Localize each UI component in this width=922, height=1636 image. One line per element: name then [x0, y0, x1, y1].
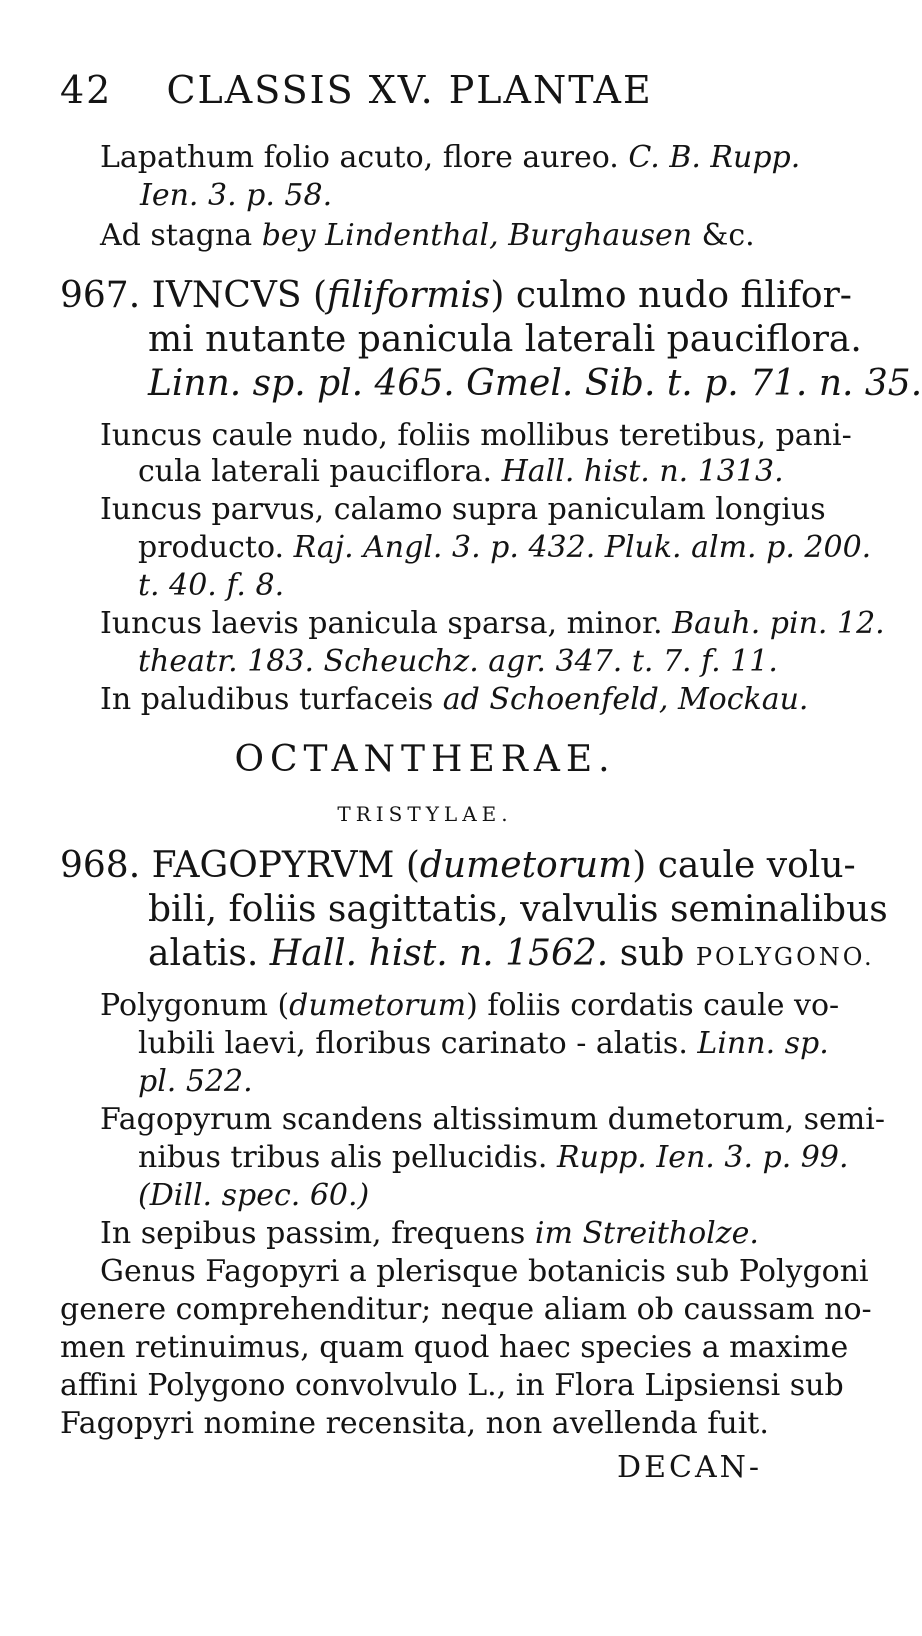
- text-line: Genus Fagopyri a plerisque botanicis sub Polygoni: [100, 1254, 869, 1289]
- text-line: Lapathum folio acuto, flore aureo. C. B. Rupp.: [100, 140, 801, 175]
- text-line: Linn. sp. pl. 465. Gmel. Sib. t. p. 71. n. 35.: [148, 363, 922, 404]
- text-line: genere comprehenditur; neque aliam ob caussam no-: [60, 1292, 872, 1327]
- text-line: Ad stagna bey Lindenthal, Burghausen &c.: [100, 218, 755, 253]
- text-line: cula laterali pauciflora. Hall. hist. n. 1313.: [138, 454, 784, 489]
- text-line: Iuncus laevis panicula sparsa, minor. Bauh. pin. 12.: [100, 606, 885, 641]
- section-subtitle: TRISTYLAE.: [337, 802, 513, 826]
- page-header: [60, 68, 653, 112]
- text-line: t. 40. f. 8.: [138, 568, 285, 603]
- text-line: theatr. 183. Scheuchz. agr. 347. t. 7. f. 11.: [138, 644, 778, 679]
- text-line: producto. Raj. Angl. 3. p. 432. Pluk. alm. p. 200.: [138, 530, 872, 565]
- text-line: Polygonum (dumetorum) foliis cordatis caule vo-: [100, 988, 840, 1023]
- text-line: affini Polygono convolvulo L., in Flora Lipsiensi sub: [60, 1368, 844, 1403]
- text-line: pl. 522.: [138, 1064, 253, 1099]
- text-line: alatis. Hall. hist. n. 1562. sub POLYGONO.: [148, 933, 875, 974]
- text-line: men retinuimus, quam quod haec species a maxime: [60, 1330, 849, 1365]
- text-line: Ien. 3. p. 58.: [140, 178, 333, 213]
- text-line: lubili laevi, floribus carinato - alatis. Linn. sp.: [138, 1026, 829, 1061]
- text-line: Iuncus caule nudo, foliis mollibus teretibus, pani-: [100, 418, 852, 453]
- text-line: In paludibus turfaceis ad Schoenfeld, Mockau.: [100, 682, 809, 717]
- text-line: Fagopyri nomine recensita, non avellenda fuit.: [60, 1406, 769, 1441]
- catchword: DECAN-: [617, 1450, 762, 1485]
- running-title: CLASSIS XV. PLANTAE: [166, 68, 653, 112]
- text-line: nibus tribus alis pellucidis. Rupp. Ien. 3. p. 99.: [138, 1140, 849, 1175]
- text-line: Iuncus parvus, calamo supra paniculam longius: [100, 492, 826, 527]
- entry-number: 967.: [60, 275, 141, 316]
- text-line: mi nutante panicula laterali pauciflora.: [148, 319, 862, 360]
- page-number: 42: [60, 68, 113, 112]
- text-line: In sepibus passim, frequens im Streitholze.: [100, 1216, 759, 1251]
- text-line: Fagopyrum scandens altissimum dumetorum, semi-: [100, 1102, 885, 1137]
- text-line: bili, foliis sagittatis, valvulis seminalibus: [148, 889, 888, 930]
- entry-number: 968.: [60, 845, 141, 886]
- entry-967-heading: 967. IVNCVS (filiformis) culmo nudo filifor-: [60, 275, 852, 316]
- section-title: OCTANTHERAE.: [234, 739, 616, 780]
- text-line: (Dill. spec. 60.): [138, 1178, 370, 1213]
- entry-968-heading: 968. FAGOPYRVM (dumetorum) caule volu-: [60, 845, 856, 886]
